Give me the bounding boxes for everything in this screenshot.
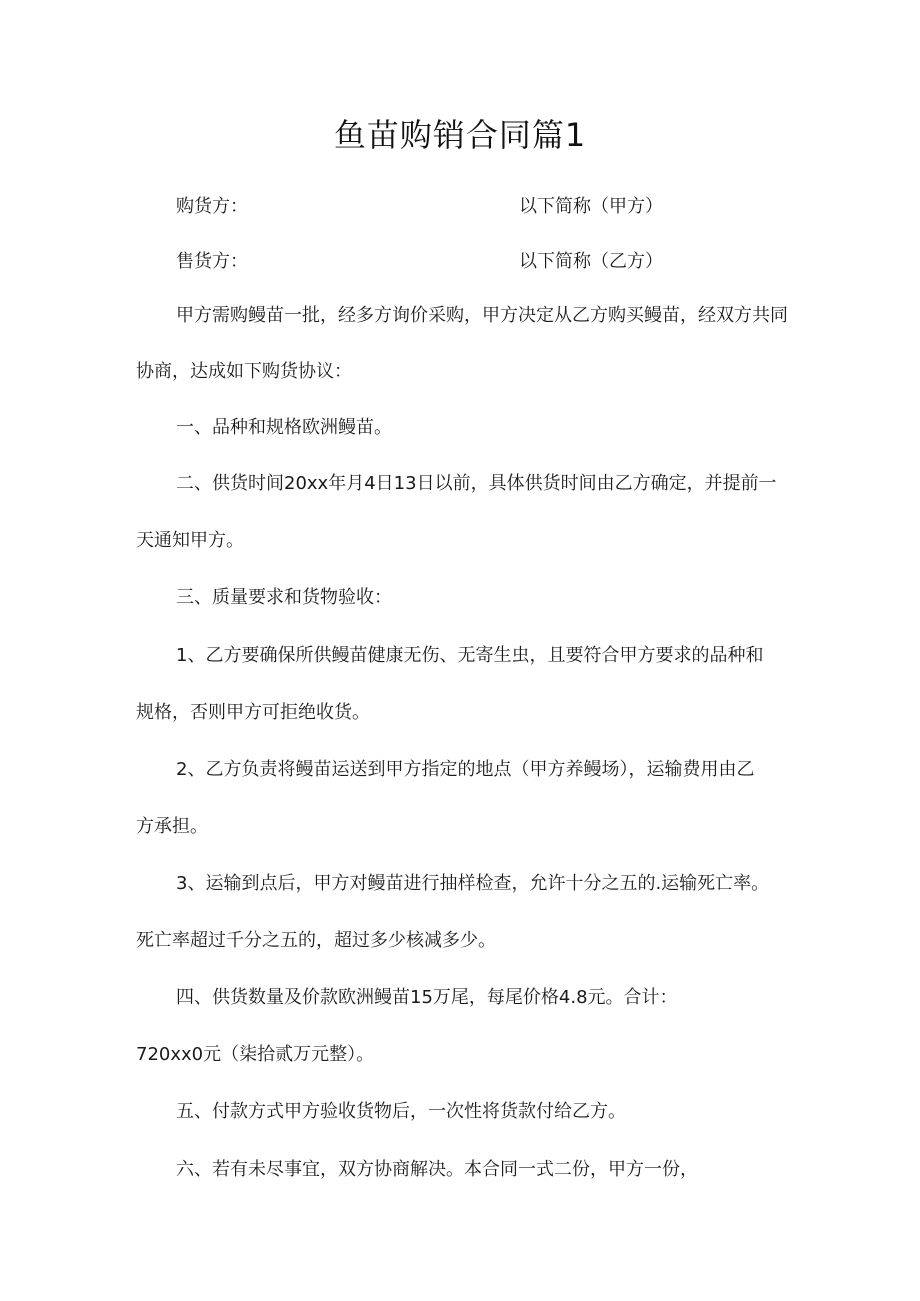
clause-3-3-line-1: 3、运输到点后，甲方对鳗苗进行抽样检查，允许十分之五的.运输死亡率。 — [176, 873, 770, 894]
clause-1: 一、品种和规格欧洲鳗苗。 — [176, 417, 392, 438]
buyer-alias: 以下简称（甲方） — [519, 196, 663, 217]
clause-4-line-1: 四、供货数量及价款欧洲鳗苗15万尾，每尾价格4.8元。合计： — [176, 987, 678, 1008]
seller-alias: 以下简称（乙方） — [519, 251, 663, 272]
clause-3-2-line-1: 2、乙方负责将鳗苗运送到甲方指定的地点（甲方养鳗场），运输费用由乙 — [176, 759, 755, 780]
clause-4-line-2: 720xx0元（柒拾贰万元整）。 — [136, 1044, 375, 1065]
clause-3-2-line-2: 方承担。 — [136, 816, 208, 837]
clause-3-3-line-2: 死亡率超过千分之五的，超过多少核减多少。 — [136, 930, 496, 951]
seller-label: 售货方： — [176, 251, 248, 272]
buyer-label: 购货方： — [176, 196, 248, 217]
clause-5: 五、付款方式甲方验收货物后，一次性将货款付给乙方。 — [176, 1101, 626, 1122]
clause-2-line-2: 天通知甲方。 — [136, 530, 244, 551]
clause-2-line-1: 二、供货时间20xx年月4日13日以前，具体供货时间由乙方确定，并提前一 — [176, 473, 777, 494]
clause-3: 三、质量要求和货物验收： — [176, 587, 392, 608]
clause-6: 六、若有未尽事宜，双方协商解决。本合同一式二份，甲方一份， — [176, 1159, 698, 1180]
page-title: 鱼苗购销合同篇1 — [333, 116, 587, 154]
clause-3-1-line-2: 规格，否则甲方可拒绝收货。 — [136, 702, 370, 723]
intro-paragraph-line-2: 协商，达成如下购货协议： — [136, 361, 352, 382]
clause-3-1-line-1: 1、乙方要确保所供鳗苗健康无伤、无寄生虫，且要符合甲方要求的品种和 — [176, 645, 764, 666]
intro-paragraph-line-1: 甲方需购鳗苗一批，经多方询价采购，甲方决定从乙方购买鳗苗，经双方共同 — [176, 305, 788, 326]
